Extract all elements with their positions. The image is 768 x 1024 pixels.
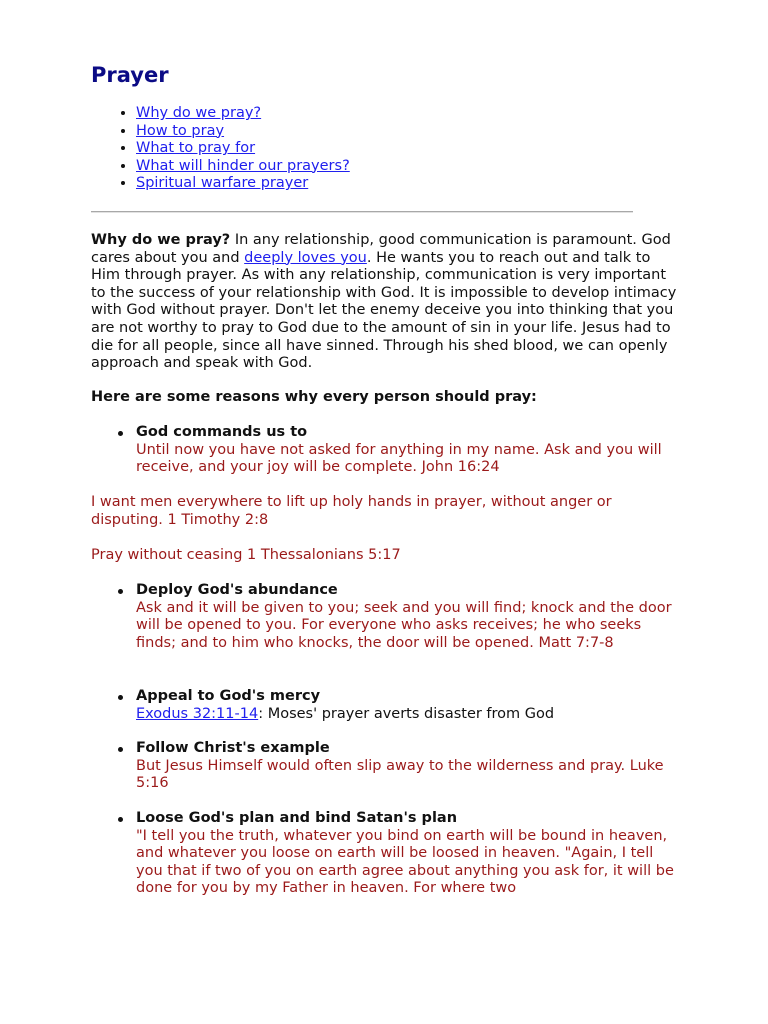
deeply-loves-you-link[interactable]: deeply loves you — [244, 249, 367, 266]
scripture-quote: Pray without ceasing 1 Thessalonians 5:17 — [91, 547, 401, 563]
reason-item — [91, 688, 681, 723]
reason-heading: Follow Christ's example — [136, 740, 330, 756]
intro-text-2: . He wants you to reach out and talk to Him through prayer. As with any relationship, communication is very important to the success of your relationship with God. It is impossible to develop intimacy with God without prayer. Don't let the enemy deceive you into thinking that you are not worthy to pray to God due to the amount of sin in your life. Jesus had to die for all people, since all have sinned. Through his shed blood, we can openly approach and speak with God. — [91, 249, 677, 372]
reason-item — [91, 582, 681, 652]
scripture-quote: I want men everywhere to lift up holy hands in prayer, without anger or disputing. 1 Timothy 2:8 — [91, 494, 612, 528]
toc-item — [136, 140, 736, 158]
bullet — [118, 589, 123, 594]
bullet — [118, 695, 123, 700]
toc-link-how-to-pray[interactable]: How to pray — [136, 122, 225, 139]
toc-item — [136, 105, 736, 123]
table-of-contents — [91, 105, 736, 193]
toc-item — [136, 158, 736, 176]
toc-link-hinder-prayers[interactable]: What will hinder our prayers? — [136, 157, 350, 174]
reason-heading: Deploy God's abundance — [136, 582, 338, 598]
bullet — [118, 817, 123, 822]
toc-link-why-pray[interactable]: Why do we pray? — [136, 105, 262, 121]
reasons-heading: Here are some reasons why every person should pray: — [91, 389, 537, 405]
section-divider — [91, 211, 633, 213]
intro-paragraph — [91, 232, 681, 373]
bullet — [118, 747, 123, 752]
reason-detail-text: : Moses' prayer averts disaster from God — [258, 705, 555, 722]
toc-link-what-to-pray-for[interactable]: What to pray for — [136, 140, 256, 157]
reason-heading: Appeal to God's mercy — [136, 688, 321, 704]
reason-heading: Loose God's plan and bind Satan's plan — [136, 810, 458, 826]
toc-link-spiritual-warfare[interactable]: Spiritual warfare prayer — [136, 175, 309, 192]
scripture-quote: Until now you have not asked for anything in my name. Ask and you will receive, and your joy will be complete. John 16:24 — [136, 441, 662, 476]
intro-lead: Why do we pray? — [91, 232, 231, 248]
reason-heading: God commands us to — [136, 424, 308, 440]
reason-item — [91, 810, 681, 898]
toc-item — [136, 123, 736, 141]
reason-item — [91, 424, 681, 477]
page-title: Prayer — [91, 63, 169, 87]
toc-item — [136, 175, 736, 193]
scripture-quote: Ask and it will be given to you; seek and you will find; knock and the door will be opened to you. For everyone who asks receives; he who seeks finds; and to him who knocks, the door will be opened. Matt 7:7-8 — [136, 599, 672, 651]
reason-detail — [136, 706, 681, 724]
exodus-link[interactable]: Exodus 32:11-14 — [136, 705, 259, 722]
intro-text-1: In any relationship, good communication is paramount. God cares about you and — [91, 232, 671, 266]
bullet — [118, 431, 123, 436]
reason-item — [91, 740, 681, 793]
scripture-quote: But Jesus Himself would often slip away to the wilderness and pray. Luke 5:16 — [136, 757, 664, 792]
scripture-quote: "I tell you the truth, whatever you bind on earth will be bound in heaven, and whatever you loose on earth will be loosed in heaven. "Again, I tell you that if two of you on earth agree about anything you ask for, it will be done for you by my Father in heaven. For where two — [136, 827, 674, 897]
